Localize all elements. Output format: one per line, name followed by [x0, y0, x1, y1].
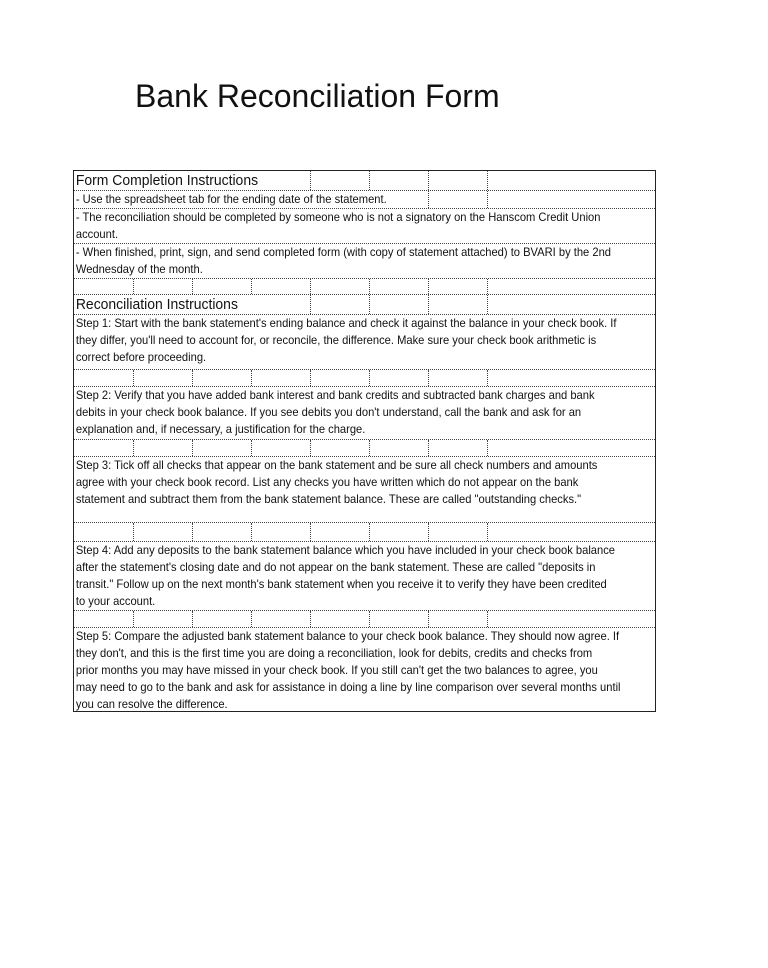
step-text: agree with your check book record. List any checks you have written which do not appear on the bank — [75, 475, 579, 489]
reconciliation-heading: Reconciliation Instructions — [75, 296, 238, 313]
reconciliation-form — [73, 170, 656, 712]
step-text: statement and subtract them from the bank statement balance. These are called "outstanding checks." — [75, 492, 582, 506]
grid-divider — [487, 191, 488, 208]
grid-divider — [428, 611, 429, 627]
instruction-text: - When finished, print, sign, and send completed form (with copy of statement attached) to BVARI by the 2nd — [75, 245, 612, 259]
grid-divider — [369, 279, 370, 294]
grid-divider — [487, 523, 488, 541]
grid-divider — [133, 611, 134, 627]
instruction-row — [74, 209, 655, 244]
grid-divider — [251, 279, 252, 294]
instruction-text: account. — [75, 227, 119, 241]
grid-divider — [192, 523, 193, 541]
form-completion-header-row — [74, 171, 655, 191]
blank-grid-row — [74, 440, 655, 457]
step-text: Step 1: Start with the bank statement's ending balance and check it against the balance in your check book. If — [75, 316, 617, 330]
grid-divider — [369, 523, 370, 541]
step-text: you can resolve the difference. — [75, 697, 228, 711]
grid-divider — [487, 440, 488, 456]
instruction-row — [74, 244, 655, 279]
grid-divider — [251, 440, 252, 456]
instruction-row — [74, 191, 655, 209]
grid-divider — [310, 523, 311, 541]
grid-divider — [428, 295, 429, 314]
grid-divider — [428, 171, 429, 190]
step-text: explanation and, if necessary, a justification for the charge. — [75, 422, 366, 436]
grid-divider — [487, 611, 488, 627]
step-4 — [74, 542, 655, 611]
grid-divider — [428, 523, 429, 541]
grid-divider — [487, 279, 488, 294]
grid-divider — [369, 611, 370, 627]
step-text: prior months you may have missed in your check book. If you still can't get the two balances to agree, you — [75, 663, 598, 677]
grid-divider — [310, 611, 311, 627]
grid-divider — [192, 370, 193, 386]
grid-divider — [487, 171, 488, 190]
step-text: transit." Follow up on the next month's bank statement when you receive it to verify they have been credited — [75, 577, 607, 591]
grid-divider — [251, 611, 252, 627]
grid-divider — [310, 279, 311, 294]
grid-divider — [310, 295, 311, 314]
step-text: Step 2: Verify that you have added bank interest and bank credits and subtracted bank charges and bank — [75, 388, 595, 402]
grid-divider — [133, 440, 134, 456]
step-text: to your account. — [75, 594, 156, 608]
step-text: after the statement's closing date and do not appear on the bank statement. These are called "deposits in — [75, 560, 596, 574]
step-text: may need to go to the bank and ask for assistance in doing a line by line comparison over several months until — [75, 680, 621, 694]
step-text: Step 5: Compare the adjusted bank statement balance to your check book balance. They should now agree. If — [75, 629, 620, 643]
grid-divider — [192, 440, 193, 456]
form-completion-heading: Form Completion Instructions — [75, 172, 259, 189]
grid-divider — [487, 370, 488, 386]
grid-divider — [369, 171, 370, 190]
grid-divider — [487, 295, 488, 314]
grid-divider — [310, 370, 311, 386]
grid-divider — [192, 611, 193, 627]
grid-divider — [369, 370, 370, 386]
blank-grid-row — [74, 370, 655, 387]
instruction-text: - The reconciliation should be completed by someone who is not a signatory on the Hanscom Credit Union — [75, 210, 601, 224]
step-text: debits in your check book balance. If you see debits you don't understand, call the bank and ask for an — [75, 405, 582, 419]
grid-divider — [428, 191, 429, 208]
blank-grid-row — [74, 279, 655, 295]
grid-divider — [251, 370, 252, 386]
grid-divider — [192, 279, 193, 294]
page-title: Bank Reconciliation Form — [135, 78, 500, 114]
step-3 — [74, 457, 655, 523]
step-text: correct before proceeding. — [75, 350, 207, 364]
grid-divider — [133, 523, 134, 541]
step-text: Step 4: Add any deposits to the bank statement balance which you have included in your check book balance — [75, 543, 615, 557]
grid-divider — [310, 171, 311, 190]
grid-divider — [428, 370, 429, 386]
step-1 — [74, 315, 655, 370]
grid-divider — [428, 279, 429, 294]
grid-divider — [428, 440, 429, 456]
instruction-text: Wednesday of the month. — [75, 262, 203, 276]
grid-divider — [251, 523, 252, 541]
blank-grid-row — [74, 611, 655, 628]
step-5 — [74, 628, 655, 713]
step-text: they don't, and this is the first time you are doing a reconciliation, look for debits, credits and checks from — [75, 646, 593, 660]
grid-divider — [369, 295, 370, 314]
grid-divider — [133, 370, 134, 386]
step-text: Step 3: Tick off all checks that appear on the bank statement and be sure all check numbers and amounts — [75, 458, 598, 472]
step-text: they differ, you'll need to account for, or reconcile, the difference. Make sure your check book arithmetic is — [75, 333, 597, 347]
instruction-text: - Use the spreadsheet tab for the ending date of the statement. — [75, 192, 387, 206]
grid-divider — [133, 279, 134, 294]
reconciliation-header-row — [74, 295, 655, 315]
blank-grid-row — [74, 523, 655, 542]
grid-divider — [310, 440, 311, 456]
grid-divider — [369, 440, 370, 456]
step-2 — [74, 387, 655, 440]
